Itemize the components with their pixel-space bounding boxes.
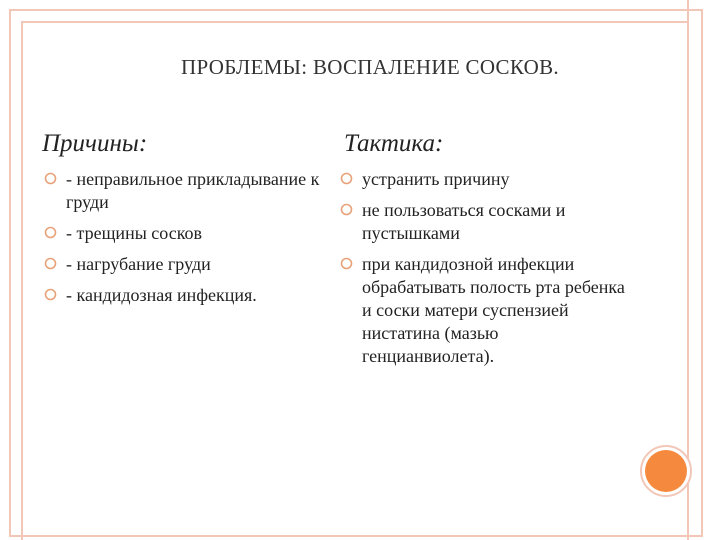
list-item	[44, 253, 334, 276]
decor-orange-dot	[645, 450, 687, 492]
list-item-text: - неправильное прикладывание к груди	[66, 169, 320, 212]
frame-top-line	[21, 9, 703, 11]
list-item	[340, 253, 630, 368]
tactics-heading: Тактика:	[344, 130, 444, 157]
list-item	[44, 168, 334, 214]
list-item-text: - трещины сосков	[66, 223, 203, 243]
frame-side-strip	[687, 0, 705, 540]
list-item	[44, 284, 334, 307]
circle-outline-bullet-icon	[340, 257, 353, 270]
circle-outline-bullet-icon	[340, 172, 353, 185]
list-item-text: при кандидозной инфекции обрабатывать полость рта ребенка и соски матери суспензией нистатина (мазью генцианвиолета).	[362, 254, 625, 366]
circle-outline-bullet-icon	[44, 288, 57, 301]
list-item	[44, 222, 334, 245]
tactics-list	[340, 168, 630, 376]
circle-outline-bullet-icon	[44, 172, 57, 185]
list-item-text: - нагрубание груди	[66, 254, 211, 274]
list-item-text: устранить причину	[362, 169, 510, 189]
list-item	[340, 199, 630, 245]
list-item	[340, 168, 630, 191]
circle-outline-bullet-icon	[44, 257, 57, 270]
list-item-text: - кандидозная инфекция.	[66, 285, 257, 305]
circle-outline-bullet-icon	[340, 203, 353, 216]
list-item-text: не пользоваться сосками и пустышками	[362, 200, 566, 243]
causes-list	[44, 168, 334, 315]
causes-heading: Причины:	[42, 130, 148, 157]
circle-outline-bullet-icon	[44, 226, 57, 239]
slide-title: ПРОБЛЕМЫ: ВОСПАЛЕНИЕ СОСКОВ.	[181, 55, 559, 79]
